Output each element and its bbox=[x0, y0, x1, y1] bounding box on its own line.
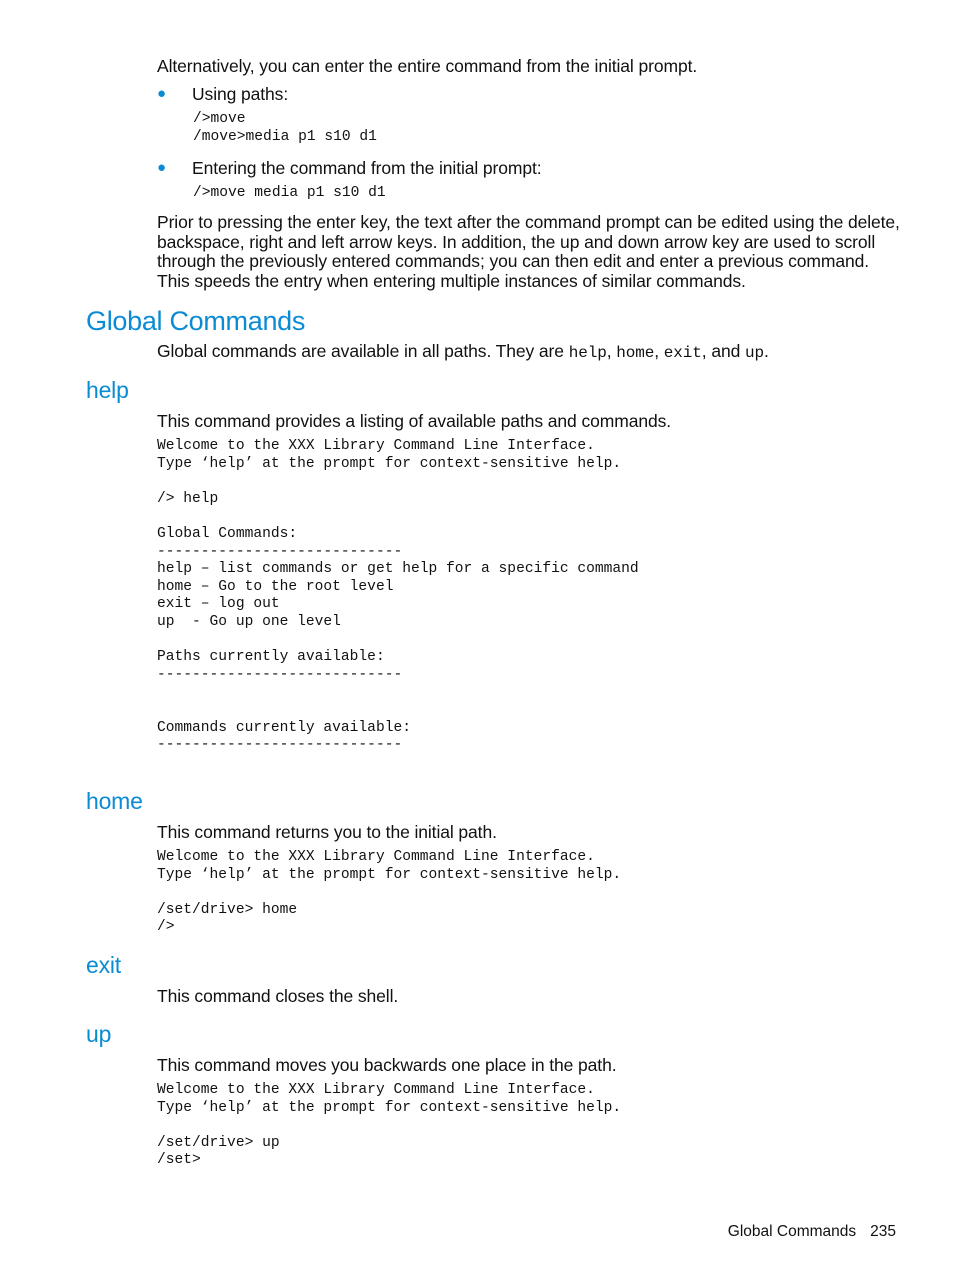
inline-code-up: up bbox=[744, 344, 764, 362]
bullet-icon: ● bbox=[157, 85, 167, 102]
help-description: This command provides a listing of available paths and commands. bbox=[157, 411, 672, 431]
section-heading: Global Commands bbox=[86, 306, 306, 336]
global-intro bbox=[157, 342, 769, 364]
text-span: , and bbox=[701, 341, 745, 361]
inline-code-home: home bbox=[616, 344, 655, 362]
subsection-heading-exit: exit bbox=[86, 952, 121, 978]
bullet-icon: ● bbox=[157, 159, 167, 176]
inline-code-exit: exit bbox=[663, 344, 702, 362]
text-span: , bbox=[606, 341, 617, 361]
text-span: Global commands are available in all paths. They are bbox=[157, 341, 569, 361]
list-item: Entering the command from the initial prompt: bbox=[192, 158, 542, 178]
bullet-list bbox=[157, 85, 166, 103]
code-block: />move media p1 s10 d1 bbox=[193, 185, 386, 201]
home-description: This command returns you to the initial path. bbox=[157, 822, 497, 842]
inline-code-help: help bbox=[568, 344, 607, 362]
help-code-block: Welcome to the XXX Library Command Line Interface. Type ‘help’ at the prompt for context-sensitive help. /> help Global Commands: ---------------------------- help – list commands or get help for a specific command home – Go to the root level exit – log out up - Go up one level Paths currently available: ---------------------------- Commands currently available: ---------------------------- bbox=[157, 438, 639, 754]
text-span: . bbox=[764, 341, 769, 361]
footer-section: Global Commands bbox=[727, 1223, 857, 1240]
list-item: Using paths: bbox=[192, 84, 289, 104]
up-code-block: Welcome to the XXX Library Command Line Interface. Type ‘help’ at the prompt for context-sensitive help. /set/drive> up /set> bbox=[157, 1082, 622, 1169]
home-code-block: Welcome to the XXX Library Command Line Interface. Type ‘help’ at the prompt for context-sensitive help. /set/drive> home /> bbox=[157, 849, 622, 936]
page-number: 235 bbox=[870, 1223, 896, 1240]
subsection-heading-home: home bbox=[86, 788, 143, 814]
intro-paragraph: Prior to pressing the enter key, the text after the command prompt can be edited using the delete, backspace, right and left arrow keys. In addition, the up and down arrow key are used to scroll through the previously entered commands; you can then edit and enter a previous command. This speeds the entry when entering multiple instances of similar commands. bbox=[157, 212, 900, 291]
code-block: />move /move>media p1 s10 d1 bbox=[193, 111, 377, 145]
text-span: , bbox=[654, 341, 664, 361]
bullet-marker bbox=[157, 159, 166, 177]
subsection-heading-up: up bbox=[86, 1021, 112, 1047]
up-description: This command moves you backwards one place in the path. bbox=[157, 1055, 617, 1075]
subsection-heading-help: help bbox=[86, 377, 129, 403]
intro-text: Alternatively, you can enter the entire command from the initial prompt. bbox=[157, 56, 698, 76]
exit-description: This command closes the shell. bbox=[157, 986, 399, 1006]
page-footer bbox=[728, 1223, 896, 1241]
